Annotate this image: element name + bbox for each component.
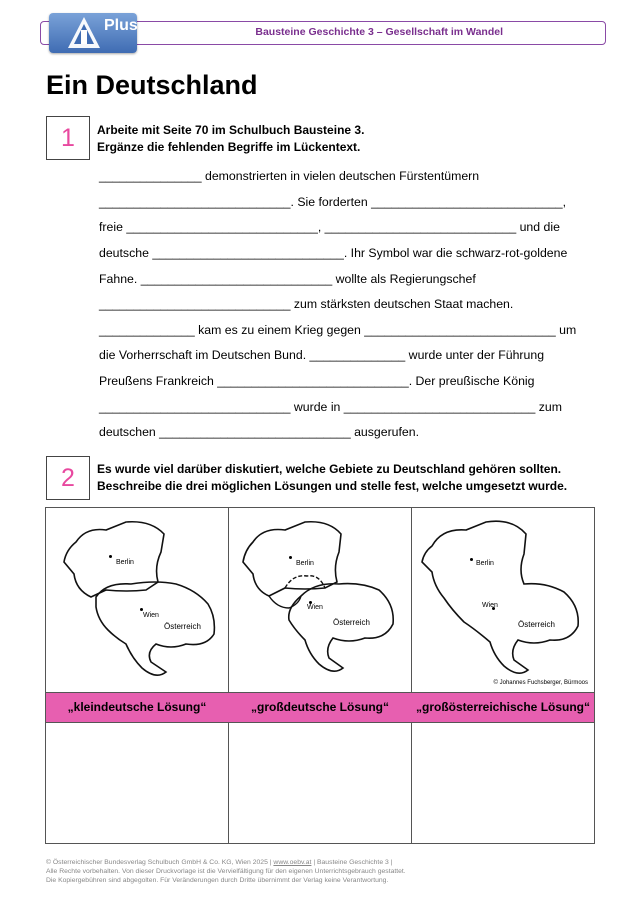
footer-book: | Bausteine Geschichte 3 | [311,859,393,866]
wien-dot [140,608,143,611]
logo-text: Plus [104,17,138,34]
footer-link[interactable]: www.oebv.at [273,859,312,866]
cloze-line[interactable]: freie ____________________________, ____________________________ und die [99,220,560,234]
map-kleindeutsch-outline [46,512,228,690]
label-oesterreich: Österreich [164,622,201,631]
city-label-wien: Wien [307,604,323,611]
cloze-line[interactable]: die Vorherrschaft im Deutschen Bund. ______________ wurde unter der Führung [99,348,545,362]
answer-cell-kleindeutsch[interactable] [46,723,228,843]
footer-line-3: Die Kopiergebühren sind abgegolten. Für Veränderungen durch Dritte übernimmt der Verlag keine Verantwortung. [46,877,389,884]
cloze-line[interactable]: ____________________________ zum stärksten deutschen Staat machen. [99,297,514,311]
cloze-line[interactable]: Preußens Frankreich ____________________________. Der preußische König [99,374,535,388]
map-credit: © Johannes Fuchsberger, Bürmoos [493,680,588,686]
footer-line-1 [46,858,406,867]
map-grossdeutsch-outline [229,512,411,690]
triangle-logo-icon [67,16,101,50]
cloze-line[interactable]: ______________ kam es zu einem Krieg gegen ____________________________ um [99,323,577,337]
berlin-dot [470,558,473,561]
cloze-line[interactable]: ____________________________. Sie forderten ____________________________, [99,195,567,209]
cloze-line[interactable]: ____________________________ wurde in ____________________________ zum [99,400,562,414]
berlin-dot [289,556,292,559]
label-kleindeutsch: „kleindeutsche Lösung“ [67,700,207,714]
task1-instruction-line1: Arbeite mit Seite 70 im Schulbuch Bausteine 3. [97,123,365,137]
answer-cell-grossoesterreichisch[interactable] [412,723,594,843]
label-grossdeutsch: „großdeutsche Lösung“ [251,700,389,714]
solutions-table [45,507,595,844]
map-grossdeutsch [229,512,411,690]
cloze-line[interactable]: Fahne. ____________________________ wollte als Regierungschef [99,272,476,286]
solutions-label-row [46,692,594,723]
answer-cell-grossdeutsch[interactable] [229,723,411,843]
city-label-berlin: Berlin [116,559,134,566]
berlin-dot [109,555,112,558]
footer [46,858,406,885]
map-grossoesterreichisch [412,512,594,690]
task-number-1: 1 [46,116,90,160]
publisher-logo [49,13,137,53]
map-kleindeutsch [46,512,228,690]
page-title: Ein Deutschland [46,70,258,100]
label-oesterreich: Österreich [518,620,555,629]
header-title: Bausteine Geschichte 3 – Gesellschaft im Wandel [255,26,503,38]
task2-instruction-line1: Es wurde viel darüber diskutiert, welche Gebiete zu Deutschland gehören sollten. [97,462,562,476]
city-label-berlin: Berlin [296,560,314,567]
task2-instruction [97,461,567,495]
footer-line-2: Alle Rechte vorbehalten. Von dieser Druckvorlage ist die Vervielfältigung für den eigenen Unterrichtsgebrauch gestattet. [46,868,406,875]
city-label-wien: Wien [482,602,498,609]
label-grossoesterreichisch: „großösterreichische Lösung“ [415,700,591,714]
map-grossoesterreichisch-outline [412,512,594,690]
cloze-line[interactable]: deutschen ____________________________ ausgerufen. [99,425,420,439]
task1-instruction [97,122,364,156]
label-oesterreich: Österreich [333,618,370,627]
city-label-berlin: Berlin [476,560,494,567]
cloze-line[interactable]: _______________ demonstrierten in vielen deutschen Fürstentümern [99,169,480,183]
task-number-2: 2 [46,456,90,500]
task2-instruction-line2: Beschreibe die drei möglichen Lösungen und stelle fest, welche umgesetzt wurde. [97,479,568,493]
task1-instruction-line2: Ergänze die fehlenden Begriffe im Lückentext. [97,140,361,154]
city-label-wien: Wien [143,612,159,619]
cloze-line[interactable]: deutsche ____________________________. Ihr Symbol war die schwarz-rot-goldene [99,246,568,260]
footer-copyright: © Österreichischer Bundesverlag Schulbuch GmbH & Co. KG, Wien 2025 | [46,859,274,866]
